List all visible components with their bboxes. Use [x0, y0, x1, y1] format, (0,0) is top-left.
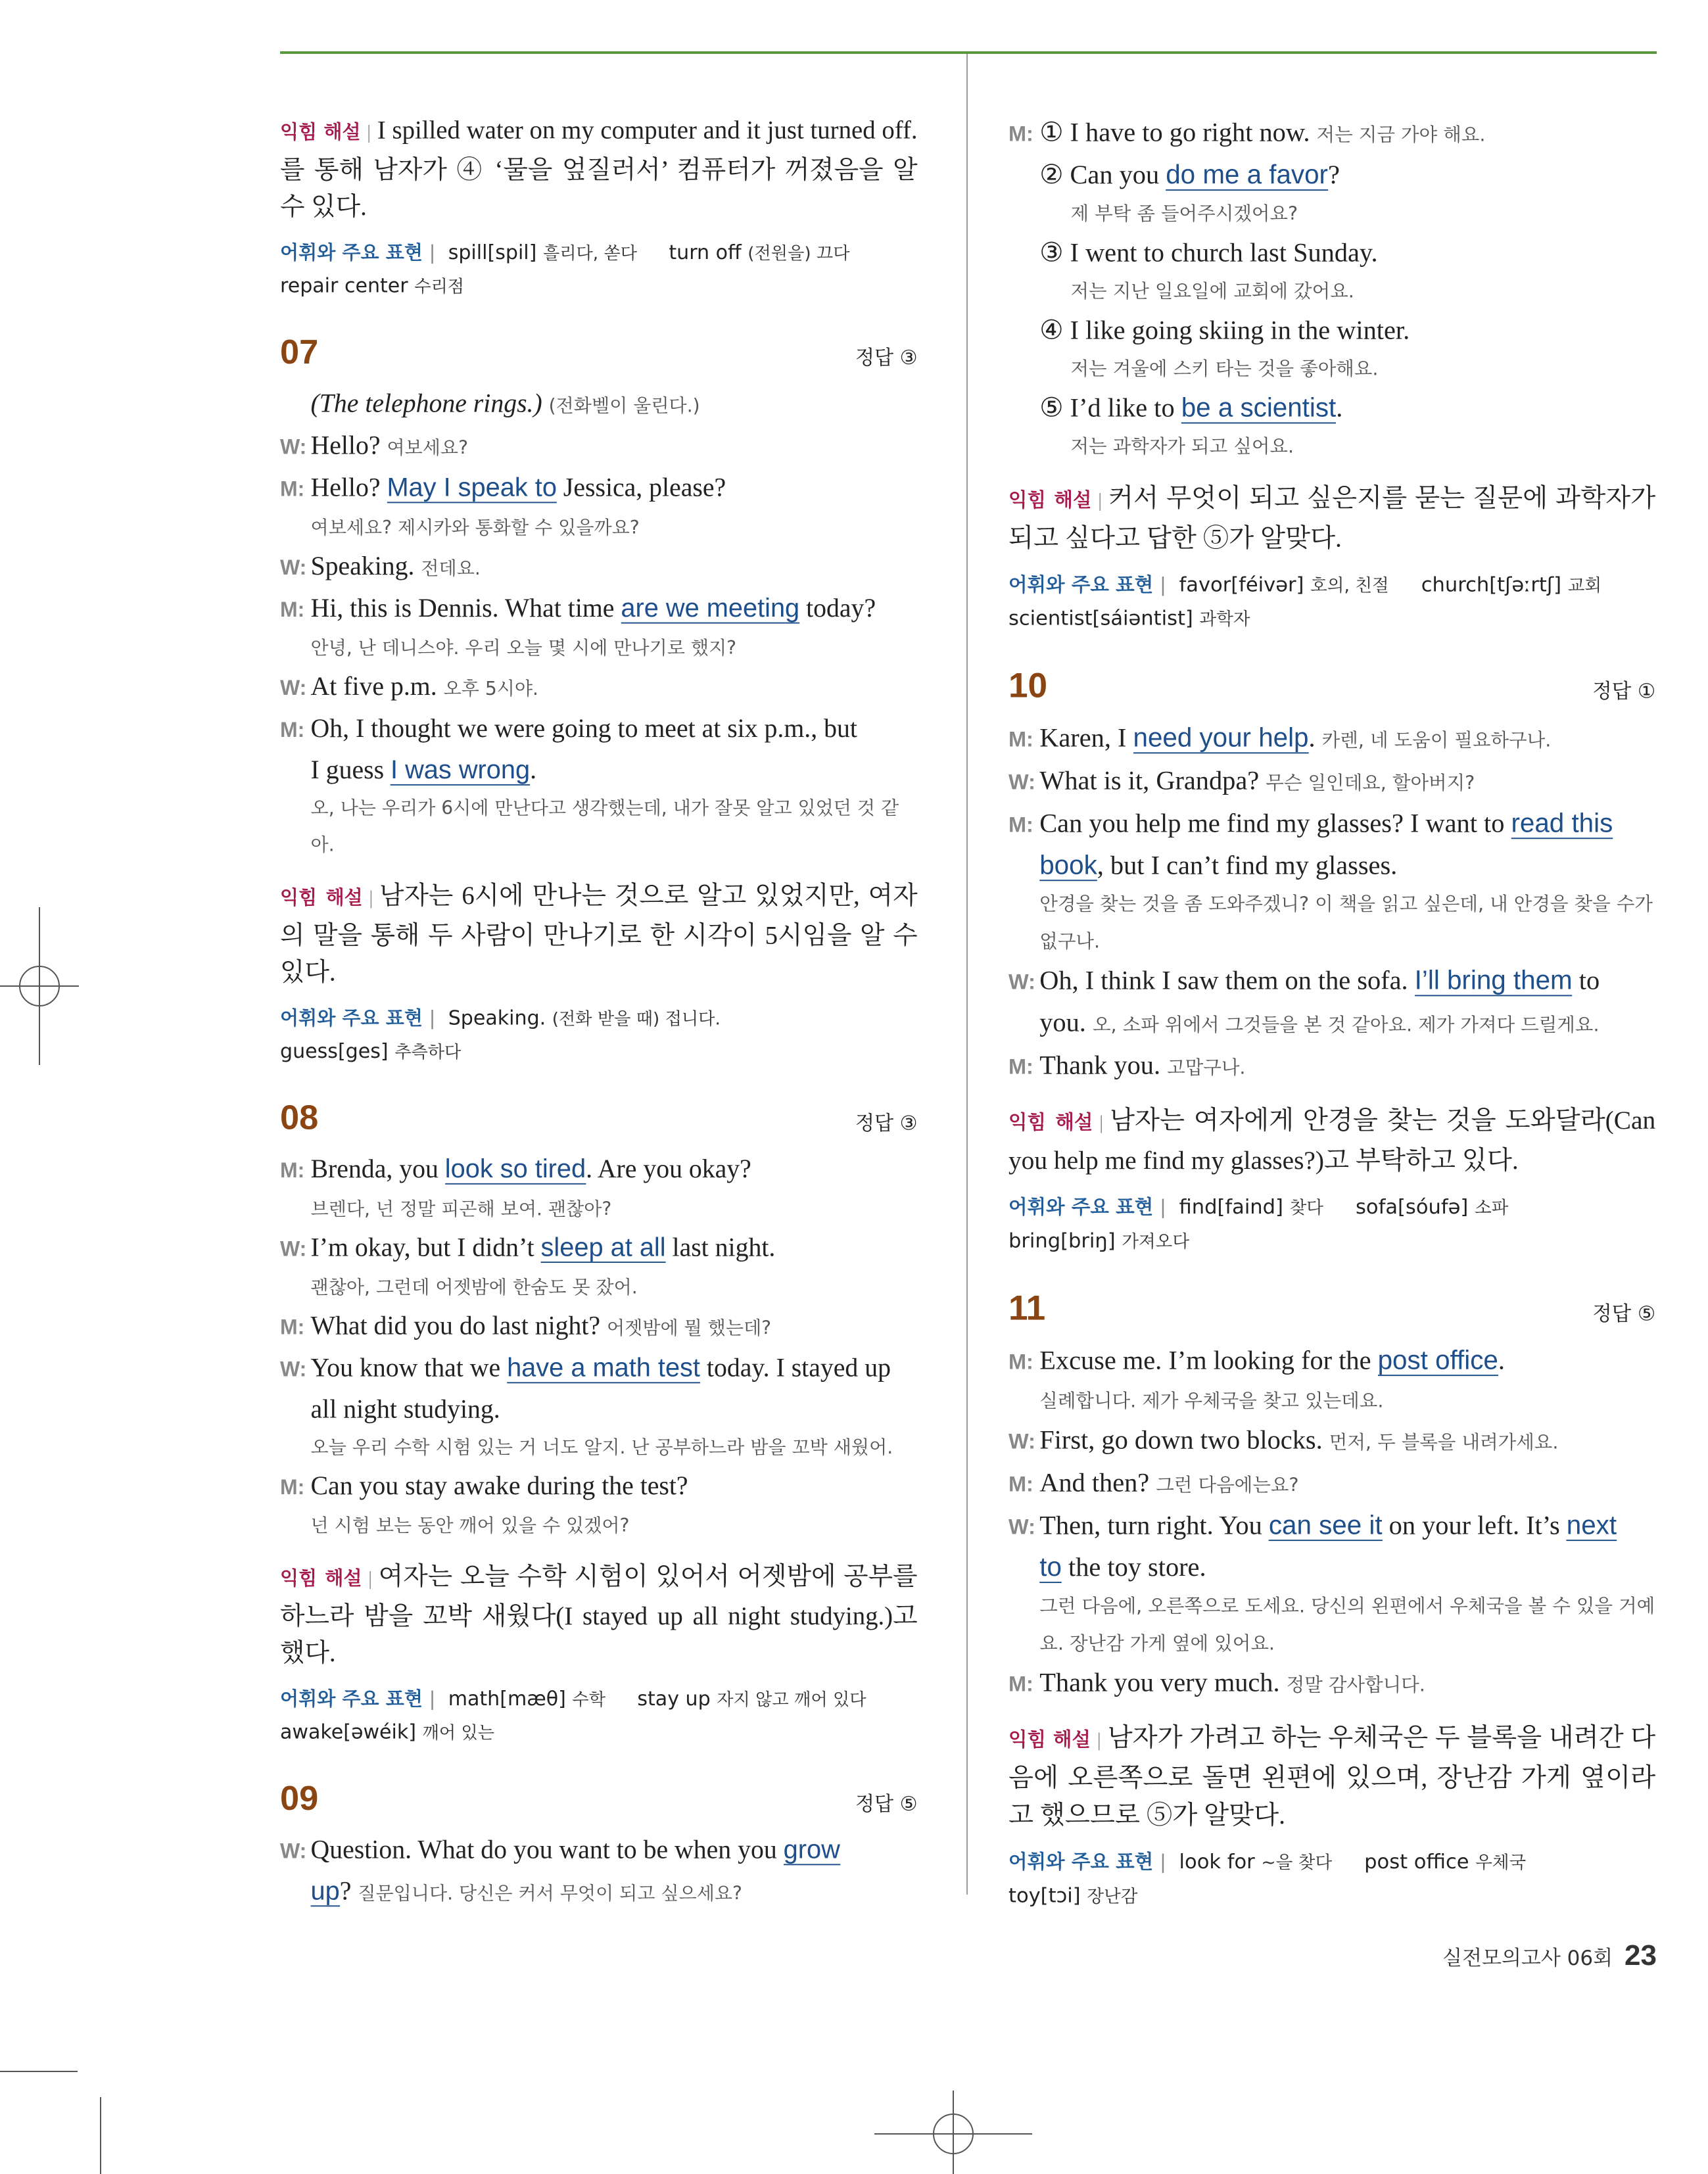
vocab-term: scientist[sáiəntist]	[1008, 606, 1193, 630]
speaker-label: W:	[280, 1839, 307, 1863]
script-line	[1008, 1547, 1655, 1587]
answer-badge: 정답 ③	[855, 1112, 918, 1135]
dialogue-text: .	[530, 755, 537, 784]
speaker-label: M:	[1008, 726, 1033, 751]
dialogue-text: , but I can’t find my glasses.	[1097, 849, 1398, 880]
vocab-term: sofa[sóufə]	[1356, 1195, 1469, 1219]
q09-explanation: 익힘 해설 | 커서 무엇이 되고 싶은지를 묻는 질문에 과학자가 되고 싶다고 답한 ⑤가 알맞다.	[1008, 483, 1656, 553]
script-line	[1008, 387, 1655, 427]
q11-vocab: 어휘와 주요 표현 | look for ~을 찾다 post office 우체국 toy[tɔi] 장난감	[1008, 1850, 1527, 1908]
speaker-label: M:	[280, 477, 305, 501]
translation: 오후 5시야.	[443, 677, 539, 699]
q07-explanation: 익힘 해설 | 남자는 6시에 만나는 것으로 알고 있었지만, 여자의 말을 통해 두 사람이 만나기로 한 시각이 5시임을 알 수 있다.	[280, 881, 918, 987]
vocab-label: 어휘와 주요 표현	[1008, 1196, 1154, 1219]
dialogue-text: Thank you very much.	[1039, 1667, 1280, 1697]
speaker-label: W:	[1008, 769, 1035, 794]
speaker-label: W:	[1008, 1429, 1035, 1453]
translation: 오, 소파 위에서 그것들을 본 것 같아요. 제가 가져다 드릴게요.	[1092, 1013, 1600, 1036]
translation: 무슨 일인데요, 할아버지?	[1266, 771, 1475, 794]
script-line	[1008, 845, 1655, 885]
vocab-label: 어휘와 주요 표현	[1008, 1851, 1154, 1874]
dialogue-text: At five p.m.	[310, 671, 437, 701]
script-line	[280, 425, 918, 467]
dialogue-text: Can you help me find my glasses? I want to	[1039, 807, 1505, 838]
translation: 전데요.	[421, 557, 481, 579]
translation: 어젯밤에 뭘 했는데?	[606, 1317, 772, 1339]
script-line	[280, 1148, 918, 1190]
stage-direction: (The telephone rings.)	[310, 388, 542, 418]
expl-text: 남자가 가려고 하는 우체국은 두 블록을 내려간 다음에 오른쪽으로 돌면 왼편에 있으며, 장난감 가게 옆이라고 했으므로 ⑤가 알맞다.	[1008, 1722, 1656, 1830]
vocab-term: church[tʃəːrtʃ]	[1421, 573, 1562, 597]
speaker-label: W:	[1008, 1514, 1035, 1539]
vocab-meaning: (전화 받을 때) 접니다.	[552, 1009, 721, 1029]
left-column	[280, 112, 918, 1913]
speaker-label: M:	[280, 1315, 305, 1339]
translation: 질문입니다. 당신은 커서 무엇이 되고 싶으세요?	[358, 1882, 742, 1904]
script-line	[280, 588, 918, 629]
corner-mark-v	[100, 2097, 101, 2174]
vocab-term: look for	[1179, 1850, 1255, 1874]
translation: 저는 지난 일요일에 교회에 갔어요.	[1070, 279, 1354, 302]
translation: 저는 겨울에 스키 타는 것을 좋아해요.	[1070, 357, 1379, 380]
vocab-meaning: 찾다	[1289, 1198, 1323, 1218]
dialogue-text: Thank you.	[1039, 1050, 1161, 1080]
script-line	[280, 750, 918, 790]
vocab-meaning: 장난감	[1087, 1886, 1138, 1907]
page-number: 23	[1625, 1939, 1657, 1972]
blank-answer: next	[1566, 1509, 1617, 1540]
blank-answer: I was wrong	[390, 755, 531, 784]
dialogue-text: First, go down two blocks.	[1039, 1424, 1323, 1455]
vocab-meaning: ~을 찾다	[1261, 1853, 1333, 1873]
expl-label: 익힘 해설	[280, 1567, 362, 1590]
speaker-label: M:	[280, 1475, 305, 1499]
dialogue-text: What is it, Grandpa?	[1039, 765, 1260, 795]
translation: 정말 감사합니다.	[1286, 1673, 1425, 1696]
dialogue-text: What did you do last night?	[310, 1310, 601, 1340]
expl-label: 익힘 해설	[280, 121, 361, 144]
blank-answer: post office	[1377, 1344, 1498, 1375]
vocab-term: turn off	[669, 241, 742, 264]
script-line	[280, 1306, 918, 1348]
speaker-label: W:	[280, 676, 307, 699]
speaker-label: M:	[1008, 1671, 1033, 1696]
speaker-label: M:	[1008, 1054, 1033, 1079]
script-line	[1008, 1340, 1655, 1382]
dialogue-text: ?	[339, 1876, 352, 1906]
script-line	[1008, 1045, 1655, 1087]
question-number: 11	[1008, 1288, 1046, 1328]
vocab-meaning: 깨어 있는	[422, 1723, 495, 1743]
speaker-label: W:	[280, 435, 307, 459]
translation: 저는 지금 가야 해요.	[1316, 123, 1486, 146]
answer-badge: 정답 ③	[855, 346, 918, 369]
q11-header	[1008, 1288, 1655, 1340]
q10-explanation: 익힘 해설 | 남자는 여자에게 안경을 찾는 것을 도와달라(Can you help me find my glasses?)고 부탁하고 있다.	[1008, 1105, 1656, 1175]
script-line	[280, 1830, 918, 1871]
expl-label: 익힘 해설	[280, 886, 363, 909]
option-text: ① I have to go right now.	[1039, 116, 1310, 147]
q10-vocab: 어휘와 주요 표현 | find[faind] 찾다 sofa[sóufə] 소파 bring[briŋ] 가져오다	[1008, 1195, 1509, 1253]
q11-explanation: 익힘 해설 | 남자가 가려고 하는 우체국은 두 블록을 내려간 다음에 오른쪽으로 돌면 왼편에 있으며, 장난감 가게 옆이라고 했으므로 ⑤가 알맞다.	[1008, 1722, 1656, 1830]
blank-answer: look so tired	[444, 1154, 586, 1183]
vocab-term: toy[tɔi]	[1008, 1883, 1081, 1908]
script-line	[1008, 1505, 1655, 1547]
translation: 저는 과학자가 되고 싶어요.	[1070, 435, 1294, 458]
dialogue-text: You know that we	[310, 1352, 501, 1382]
translation: 브렌다, 넌 정말 피곤해 보여. 괜찮아?	[310, 1198, 612, 1220]
vocab-term: spill[spil]	[448, 241, 537, 264]
speaker-label: M:	[1008, 1471, 1033, 1496]
right-column	[1008, 112, 1655, 1913]
vocab-meaning: 자지 않고 깨어 있다	[717, 1690, 866, 1710]
option-text: ③ I went to church last Sunday.	[1039, 237, 1378, 268]
speaker-label: W:	[280, 1357, 307, 1381]
vocab-term: Speaking.	[448, 1006, 546, 1030]
q07-vocab: 어휘와 주요 표현 | Speaking. (전화 받을 때) 접니다. guess[ges] 추측하다	[280, 1006, 721, 1063]
q07-header	[280, 332, 918, 383]
dialogue-text: today. I stayed up	[706, 1352, 891, 1382]
translation: 카렌, 네 도움이 필요하구나.	[1321, 728, 1552, 751]
vocab-label: 어휘와 주요 표현	[280, 241, 423, 264]
blank-answer: need your help	[1133, 722, 1309, 753]
corner-mark-h	[0, 2071, 78, 2072]
script-line	[1008, 154, 1655, 195]
dialogue-text: today?	[806, 593, 876, 623]
option-text: ?	[1327, 159, 1340, 190]
blank-answer: up	[310, 1876, 340, 1906]
vocab-term: find[faind]	[1179, 1195, 1283, 1219]
crop-mark-left	[0, 907, 79, 1065]
dialogue-text: all night studying.	[310, 1394, 500, 1424]
column-divider	[966, 54, 968, 1895]
expl-text: 남자는 여자에게 안경을 찾는 것을 도와달라(Can you help me find my glasses?)고 부탁하고 있다.	[1008, 1105, 1656, 1175]
dialogue-text: Karen, I	[1039, 722, 1127, 753]
vocab-term: math[mæθ]	[448, 1687, 566, 1711]
translation: (전화벨이 울린다.)	[548, 394, 700, 417]
dialogue-text: the toy store.	[1068, 1551, 1206, 1582]
dialogue-text: I guess	[310, 755, 385, 784]
blank-answer: do me a favor	[1166, 159, 1328, 190]
script-line	[280, 467, 918, 509]
blank-answer: sleep at all	[540, 1232, 666, 1262]
script-line	[1008, 1419, 1655, 1462]
page-footer	[1442, 1939, 1657, 1972]
blank-answer: be a scientist	[1181, 392, 1337, 423]
footer-title: 실전모의고사 06회	[1442, 1947, 1613, 1970]
script-line	[280, 383, 918, 425]
translation: 여보세요?	[387, 437, 469, 459]
q09-vocab: 어휘와 주요 표현 | favor[féivər] 호의, 친절 church[tʃəːrtʃ] 교회 scientist[sáiəntist] 과학자	[1008, 573, 1602, 630]
script-line	[280, 709, 918, 750]
expl-text: 여자는 오늘 수학 시험이 있어서 어젯밤에 공부를 하느라 밤을 꼬박 새웠다(I stayed up all night studying.)고 했다.	[280, 1561, 918, 1667]
speaker-label: M:	[1008, 812, 1033, 837]
vocab-term: awake[əwéik]	[280, 1720, 417, 1744]
dialogue-text: Oh, I think I saw them on the sofa.	[1039, 965, 1408, 995]
blank-answer: can see it	[1268, 1509, 1383, 1540]
speaker-label: W:	[1008, 970, 1035, 994]
expl-text: 남자는 6시에 만나는 것으로 알고 있었지만, 여자의 말을 통해 두 사람이 만나기로 한 시각이 5시임을 알 수 있다.	[280, 881, 918, 987]
dialogue-text: Excuse me. I’m looking for the	[1039, 1344, 1371, 1375]
vocab-term: bring[briŋ]	[1008, 1229, 1116, 1253]
dialogue-text: Jessica, please?	[563, 472, 726, 502]
translation: 넌 시험 보는 동안 깨어 있을 수 있겠어?	[310, 1515, 630, 1536]
expl-text: I spilled water on my computer and it just turned off.를 통해 남자가 ④ ‘물을 엎질러서’ 컴퓨터가 꺼졌음을 알 수 있다.	[280, 115, 918, 221]
dialogue-text: And then?	[1039, 1467, 1150, 1498]
dialogue-text: Hello?	[310, 472, 381, 502]
script-line	[1008, 960, 1655, 1002]
question-number: 08	[280, 1098, 319, 1137]
translation: 여보세요? 제시카와 통화할 수 있을까요?	[310, 516, 640, 538]
translation: 안녕, 난 데니스야. 우리 오늘 몇 시에 만나기로 했지?	[310, 636, 737, 659]
translation: 오, 나는 우리가 6시에 만난다고 생각했는데, 내가 잘못 알고 있었던 것 같아.	[310, 797, 899, 856]
answer-badge: 정답 ①	[1592, 680, 1656, 703]
speaker-label: M:	[280, 1158, 305, 1182]
expl-label: 익힘 해설	[1008, 488, 1092, 512]
vocab-label: 어휘와 주요 표현	[280, 1688, 423, 1711]
speaker-label: W:	[280, 555, 307, 579]
script-line	[280, 546, 918, 588]
vocab-term: repair center	[280, 274, 408, 298]
dialogue-text: .	[1498, 1344, 1505, 1375]
answer-badge: 정답 ⑤	[1592, 1302, 1656, 1326]
speaker-label: W:	[280, 1237, 307, 1261]
script-line	[1008, 717, 1655, 760]
speaker-label: M:	[280, 718, 305, 742]
dialogue-text: Hello?	[310, 430, 381, 460]
vocab-meaning: 수학	[572, 1690, 606, 1710]
script-line	[280, 1227, 918, 1269]
q10-header	[1008, 665, 1655, 717]
expl-label: 익힘 해설	[1008, 1728, 1091, 1751]
speaker-label: M:	[280, 597, 305, 621]
question-number: 10	[1008, 666, 1048, 705]
translation: 안경을 찾는 것을 좀 도와주겠니? 이 책을 읽고 싶은데, 내 안경을 찾을 수가 없구나.	[1039, 892, 1653, 953]
translation: 실례합니다. 제가 우체국을 찾고 있는데요.	[1039, 1389, 1384, 1412]
vocab-meaning: 흘리다, 쏟다	[542, 243, 638, 264]
blank-answer: grow	[783, 1834, 840, 1864]
vocab-meaning: 소파	[1474, 1198, 1509, 1218]
dialogue-text: last night.	[672, 1232, 776, 1262]
answer-badge: 정답 ⑤	[855, 1792, 918, 1816]
question-number: 09	[280, 1779, 319, 1818]
dialogue-text: Brenda, you	[310, 1154, 439, 1183]
dialogue-text: I’m okay, but I didn’t	[310, 1232, 534, 1262]
translation: 고맙구나.	[1167, 1056, 1246, 1079]
dialogue-text: on your left. It’s	[1388, 1509, 1560, 1540]
blank-answer: to	[1039, 1551, 1062, 1582]
option-text: .	[1336, 392, 1343, 423]
script-line	[1008, 112, 1655, 154]
option-text: ④ I like going skiing in the winter.	[1039, 315, 1410, 345]
vocab-term: stay up	[637, 1687, 711, 1711]
script-line	[280, 1465, 918, 1507]
vocab-label: 어휘와 주요 표현	[280, 1007, 423, 1030]
dialogue-text: Oh, I thought we were going to meet at six p.m., but	[310, 713, 857, 743]
vocab-label: 어휘와 주요 표현	[1008, 573, 1154, 597]
vocab-meaning: 우체국	[1475, 1853, 1527, 1873]
vocab-term: post office	[1364, 1850, 1469, 1874]
speaker-label: M:	[1008, 1349, 1033, 1374]
vocab-meaning: 호의, 친절	[1310, 575, 1389, 596]
dialogue-text: Then, turn right. You	[1039, 1509, 1262, 1540]
question-number: 07	[280, 333, 319, 371]
q06-vocab: 어휘와 주요 표현 | spill[spil] 흘리다, 쏟다 turn off (전원을) 끄다 repair center 수리점	[280, 241, 850, 298]
blank-answer: have a math test	[507, 1352, 700, 1382]
blank-answer: read this	[1511, 807, 1613, 838]
translation: 괜찮아, 그런데 어젯밤에 한숨도 못 잤어.	[310, 1276, 638, 1298]
vocab-meaning: (전원을) 끄다	[747, 243, 850, 264]
dialogue-text: you.	[1039, 1007, 1086, 1037]
translation: 오늘 우리 수학 시험 있는 거 너도 알지. 난 공부하느라 밤을 꼬박 새웠어.	[310, 1436, 893, 1458]
script-line	[280, 1348, 918, 1389]
dialogue-text: to	[1578, 965, 1600, 995]
q08-explanation: 익힘 해설 | 여자는 오늘 수학 시험이 있어서 어젯밤에 공부를 하느라 밤을 꼬박 새웠다(I stayed up all night studying.)고 했다.	[280, 1561, 918, 1667]
vocab-meaning: 교회	[1567, 575, 1602, 596]
vocab-meaning: 추측하다	[394, 1042, 462, 1062]
q06-explanation: 익힘 해설 | I spilled water on my computer and it just turned off.를 통해 남자가 ④ ‘물을 엎질러서’ 컴퓨터가 꺼졌음을 알 수 있다.	[280, 115, 918, 221]
translation: 제 부탁 좀 들어주시겠어요?	[1070, 202, 1298, 225]
q08-header	[280, 1098, 918, 1149]
dialogue-text: . Are you okay?	[586, 1154, 751, 1183]
dialogue-text: .	[1308, 722, 1316, 753]
vocab-meaning: 수리점	[414, 277, 465, 297]
expl-label: 익힘 해설	[1008, 1111, 1093, 1135]
blank-answer: book	[1039, 849, 1097, 880]
vocab-term: favor[féivər]	[1179, 573, 1304, 597]
script-line	[280, 1871, 918, 1913]
translation: 먼저, 두 블록을 내려가세요.	[1329, 1430, 1559, 1453]
script-line	[280, 667, 918, 709]
blank-answer: May I speak to	[387, 472, 557, 502]
blank-answer: are we meeting	[621, 593, 800, 623]
dialogue-text: Question. What do you want to be when you	[310, 1834, 777, 1864]
script-line	[1008, 1462, 1655, 1505]
top-rule	[280, 51, 1657, 54]
blank-answer: I’ll bring them	[1414, 965, 1573, 995]
script-line	[1008, 1002, 1655, 1045]
dialogue-text: Speaking.	[310, 551, 415, 580]
option-text: ⑤ I’d like to	[1039, 392, 1175, 423]
script-line	[1008, 760, 1655, 803]
q08-vocab: 어휘와 주요 표현 | math[mæθ] 수학 stay up 자지 않고 깨어 있다 awake[əwéik] 깨어 있는	[280, 1687, 866, 1744]
translation: 그런 다음에는요?	[1156, 1473, 1299, 1496]
script-line	[1008, 803, 1655, 845]
option-text: ② Can you	[1039, 159, 1160, 190]
expl-text: 커서 무엇이 되고 싶은지를 묻는 질문에 과학자가 되고 싶다고 답한 ⑤가 알맞다.	[1008, 483, 1656, 553]
q09-header	[280, 1778, 918, 1830]
translation: 그런 다음에, 오른쪽으로 도세요. 당신의 왼편에서 우체국을 볼 수 있을 거예요. 장난감 가게 옆에 있어요.	[1039, 1594, 1655, 1655]
vocab-term: guess[ges]	[280, 1039, 389, 1063]
vocab-meaning: 과학자	[1199, 609, 1250, 630]
dialogue-text: Hi, this is Dennis. What time	[310, 593, 615, 623]
vocab-meaning: 가져오다	[1122, 1231, 1190, 1252]
crop-mark-bottom	[874, 2091, 1032, 2174]
speaker-label: M:	[1008, 121, 1033, 146]
script-line	[1008, 1662, 1655, 1705]
dialogue-text: Can you stay awake during the test?	[310, 1471, 688, 1500]
